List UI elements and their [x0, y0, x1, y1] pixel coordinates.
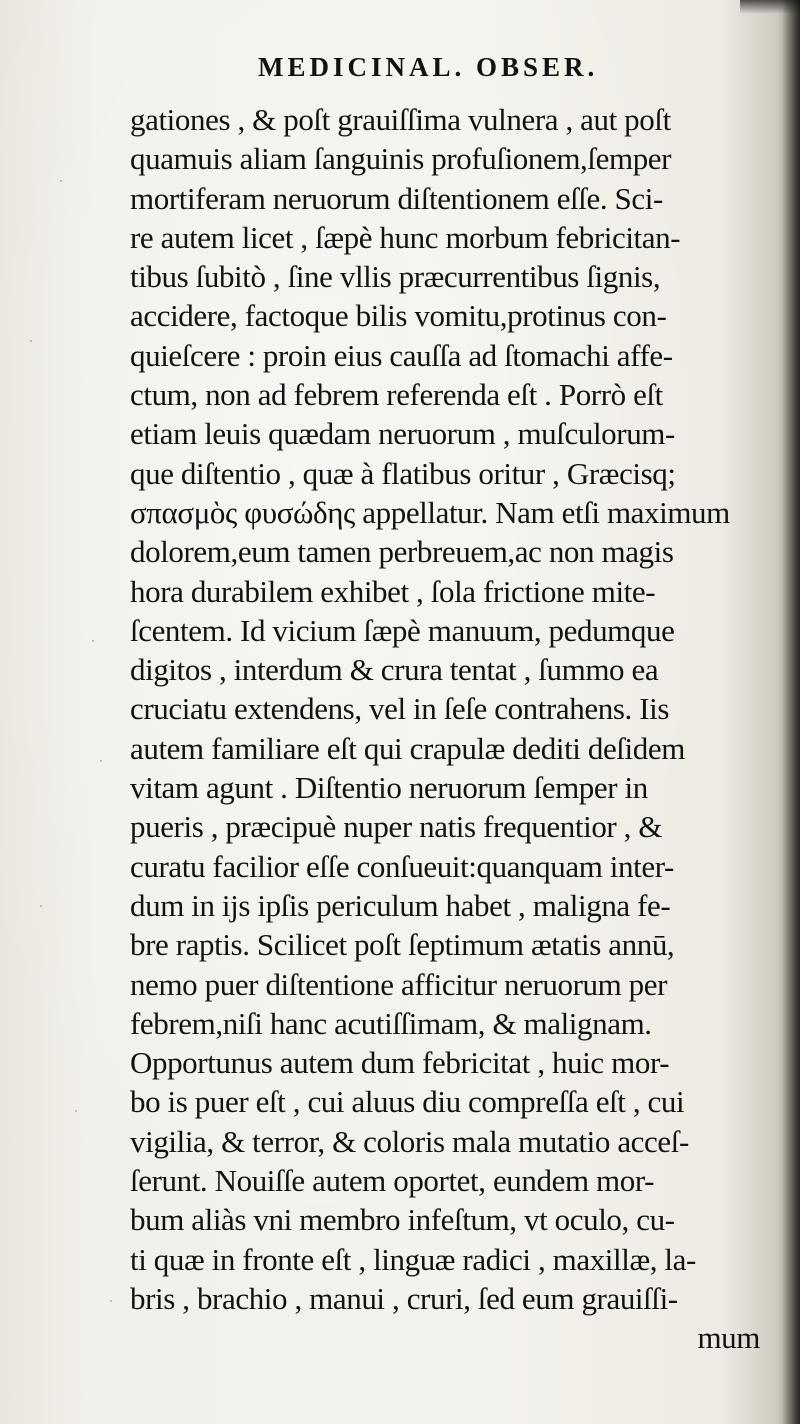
text-line: bre raptis. Scilicet poſt ſeptimum ætatis annū,	[130, 927, 675, 963]
text-line: Opportunus autem dum febricitat , huic mor-	[130, 1045, 670, 1081]
text-line: quamuis aliam ſanguinis profuſionem,ſemper	[130, 141, 672, 177]
text-line: bum aliàs vni membro infeſtum, vt oculo, cu-	[130, 1202, 675, 1238]
text-line: bo is puer eſt , cui aluus diu compreſſa eſt , cui	[130, 1084, 685, 1120]
text-line: bris , brachio , manui , cruri, ſed eum grauiſſi-	[130, 1280, 678, 1316]
text-line: mortiferam neruorum diſtentionem eſſe. Sci-	[130, 180, 663, 216]
text-line: ti quæ in fronte eſt , linguæ radici , maxillæ, la-	[130, 1241, 696, 1277]
text-line: ſcentem. Id vicium ſæpè manuum, pedumque	[130, 612, 675, 648]
text-line: vitam agunt . Diſtentio neruorum ſemper in	[130, 770, 648, 806]
text-line: dum in ijs ipſis periculum habet , maligna fe-	[130, 887, 671, 923]
text-line: tibus ſubitò , ſine vllis præcurrentibus ſignis,	[130, 259, 661, 295]
text-line: febrem,niſi hanc acutiſſimam, & malignam.	[130, 1005, 652, 1041]
text-line: re autem licet , ſæpè hunc morbum febricitan-	[130, 219, 681, 255]
text-line: digitos , interdum & crura tentat , ſummo ea	[130, 652, 659, 688]
catchword: mum	[697, 1320, 760, 1356]
text-line: gationes , & poſt grauiſſima vulnera , aut poſt	[130, 102, 671, 137]
text-line: ctum, non ad febrem referenda eſt . Porrò eſt	[130, 377, 663, 413]
running-head: MEDICINAL. OBSER.	[258, 52, 599, 82]
text-line: vigilia, & terror, & coloris mala mutatio acceſ-	[130, 1123, 689, 1159]
text-line: quieſcere : proin eius cauſſa ad ſtomachi affe-	[130, 337, 673, 373]
text-line: autem familiare eſt qui crapulæ dediti deſidem	[130, 730, 685, 766]
text-line: accidere, factoque bilis vomitu,protinus con-	[130, 298, 667, 334]
text-line: dolorem,eum tamen perbreuem,ac non magis	[130, 534, 674, 570]
text-line: ſerunt. Nouiſſe autem oportet, eundem mor-	[130, 1163, 655, 1199]
text-line: pueris , præcipuè nuper natis frequentior , &	[130, 809, 663, 845]
text-line: que diſtentio , quæ à flatibus oritur , Græcisq;	[130, 455, 676, 491]
body-text	[130, 100, 770, 1358]
text-line: nemo puer diſtentione afficitur neruorum per	[130, 966, 668, 1002]
text-line: cruciatu extendens, vel in ſeſe contrahens. Iis	[130, 691, 669, 727]
text-line: curatu facilior eſſe conſueuit:quanquam inter-	[130, 848, 674, 884]
text-line: etiam leuis quædam neruorum , muſculorum-	[130, 416, 675, 452]
text-line-greek: σπασμὸς φυσώδης appellatur. Nam etſi maximum	[130, 494, 730, 530]
page-corner-shadow	[740, 0, 800, 14]
page-gutter-shadow	[782, 0, 800, 1424]
text-line: hora durabilem exhibet , ſola frictione mite-	[130, 573, 656, 609]
